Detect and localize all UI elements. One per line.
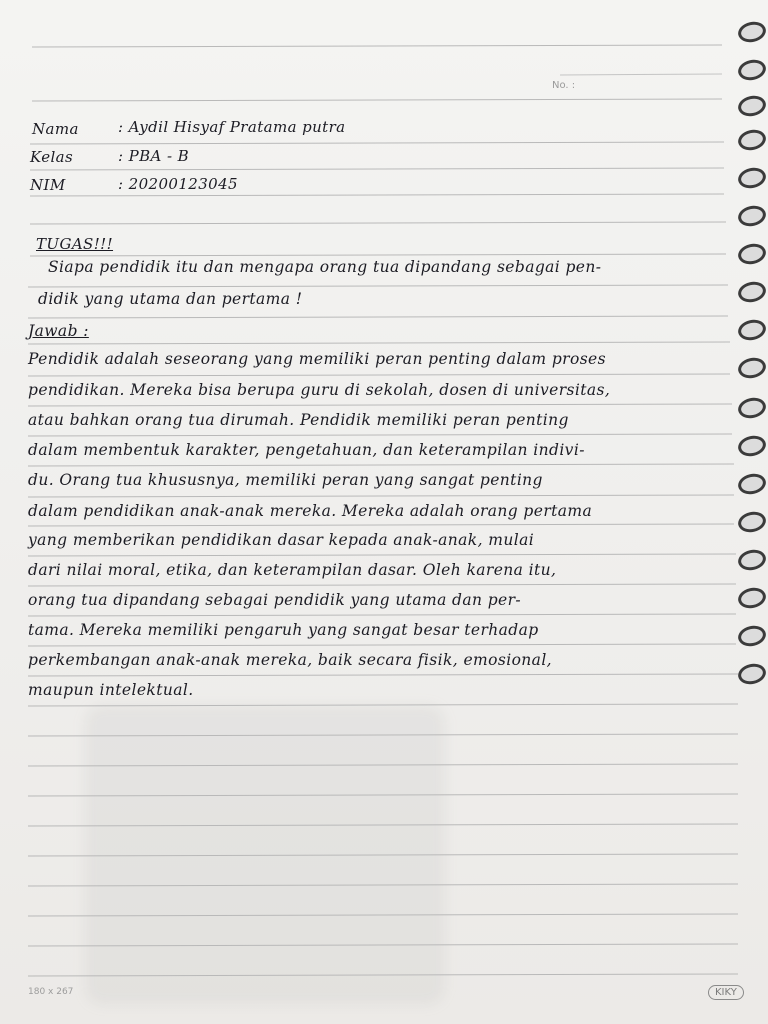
spiral-ring (736, 317, 768, 342)
spiral-ring (736, 93, 768, 118)
answer-line: du. Orang tua khususnya, memiliki peran yang sangat penting (28, 471, 543, 489)
answer-line: orang tua dipandang sebagai pendidik yang utama dan per- (28, 591, 522, 609)
name-label: Nama (32, 120, 79, 138)
paper-size-label: 180 x 267 (28, 987, 74, 997)
answer-heading: Jawab : (28, 322, 89, 340)
spiral-ring (736, 203, 768, 228)
spiral-ring (736, 471, 768, 496)
answer-line: atau bahkan orang tua dirumah. Pendidik memiliki peran penting (28, 411, 569, 429)
answer-line: maupun intelektual. (28, 681, 194, 699)
nim-value: : 20200123045 (118, 175, 238, 193)
class-label: Kelas (30, 148, 74, 166)
spiral-ring (736, 661, 768, 686)
name-value: : Aydil Hisyaf Pratama putra (118, 118, 346, 136)
answer-line: yang memberikan pendidikan dasar kepada anak-anak, mulai (28, 531, 535, 549)
spiral-ring (736, 395, 768, 420)
spiral-ring (736, 355, 768, 380)
spiral-ring (736, 165, 768, 190)
answer-line: dalam membentuk karakter, pengetahuan, dan keterampilan indivi- (28, 441, 585, 459)
answer-line: perkembangan anak-anak mereka, baik secara fisik, emosional, (28, 651, 553, 669)
answer-line: pendidikan. Mereka bisa berupa guru di sekolah, dosen di universitas, (28, 381, 611, 399)
brand-logo: KIKY (708, 985, 744, 1000)
spiral-ring (736, 127, 768, 152)
spiral-ring (736, 585, 768, 610)
spiral-ring (736, 623, 768, 648)
spiral-ring (736, 509, 768, 534)
question-line: didik yang utama dan pertama ! (38, 290, 303, 308)
spiral-ring (736, 547, 768, 572)
spiral-binding (738, 0, 768, 1024)
nim-label: NIM (30, 176, 66, 194)
task-heading: TUGAS!!! (36, 235, 114, 253)
spiral-ring (736, 433, 768, 458)
spiral-ring (736, 19, 768, 44)
class-value: : PBA - B (118, 147, 189, 165)
answer-line: tama. Mereka memiliki pengaruh yang sangat besar terhadap (28, 621, 539, 639)
answer-line: dari nilai moral, etika, dan keterampilan dasar. Oleh karena itu, (28, 561, 557, 579)
page-number-label: No. : (552, 80, 576, 91)
spiral-ring (736, 57, 768, 82)
spiral-ring (736, 241, 768, 266)
answer-line: Pendidik adalah seseorang yang memiliki peran penting dalam proses (28, 350, 606, 368)
question-line: Siapa pendidik itu dan mengapa orang tua dipandang sebagai pen- (48, 258, 602, 276)
answer-line: dalam pendidikan anak-anak mereka. Mereka adalah orang pertama (28, 502, 593, 520)
spiral-ring (736, 279, 768, 304)
